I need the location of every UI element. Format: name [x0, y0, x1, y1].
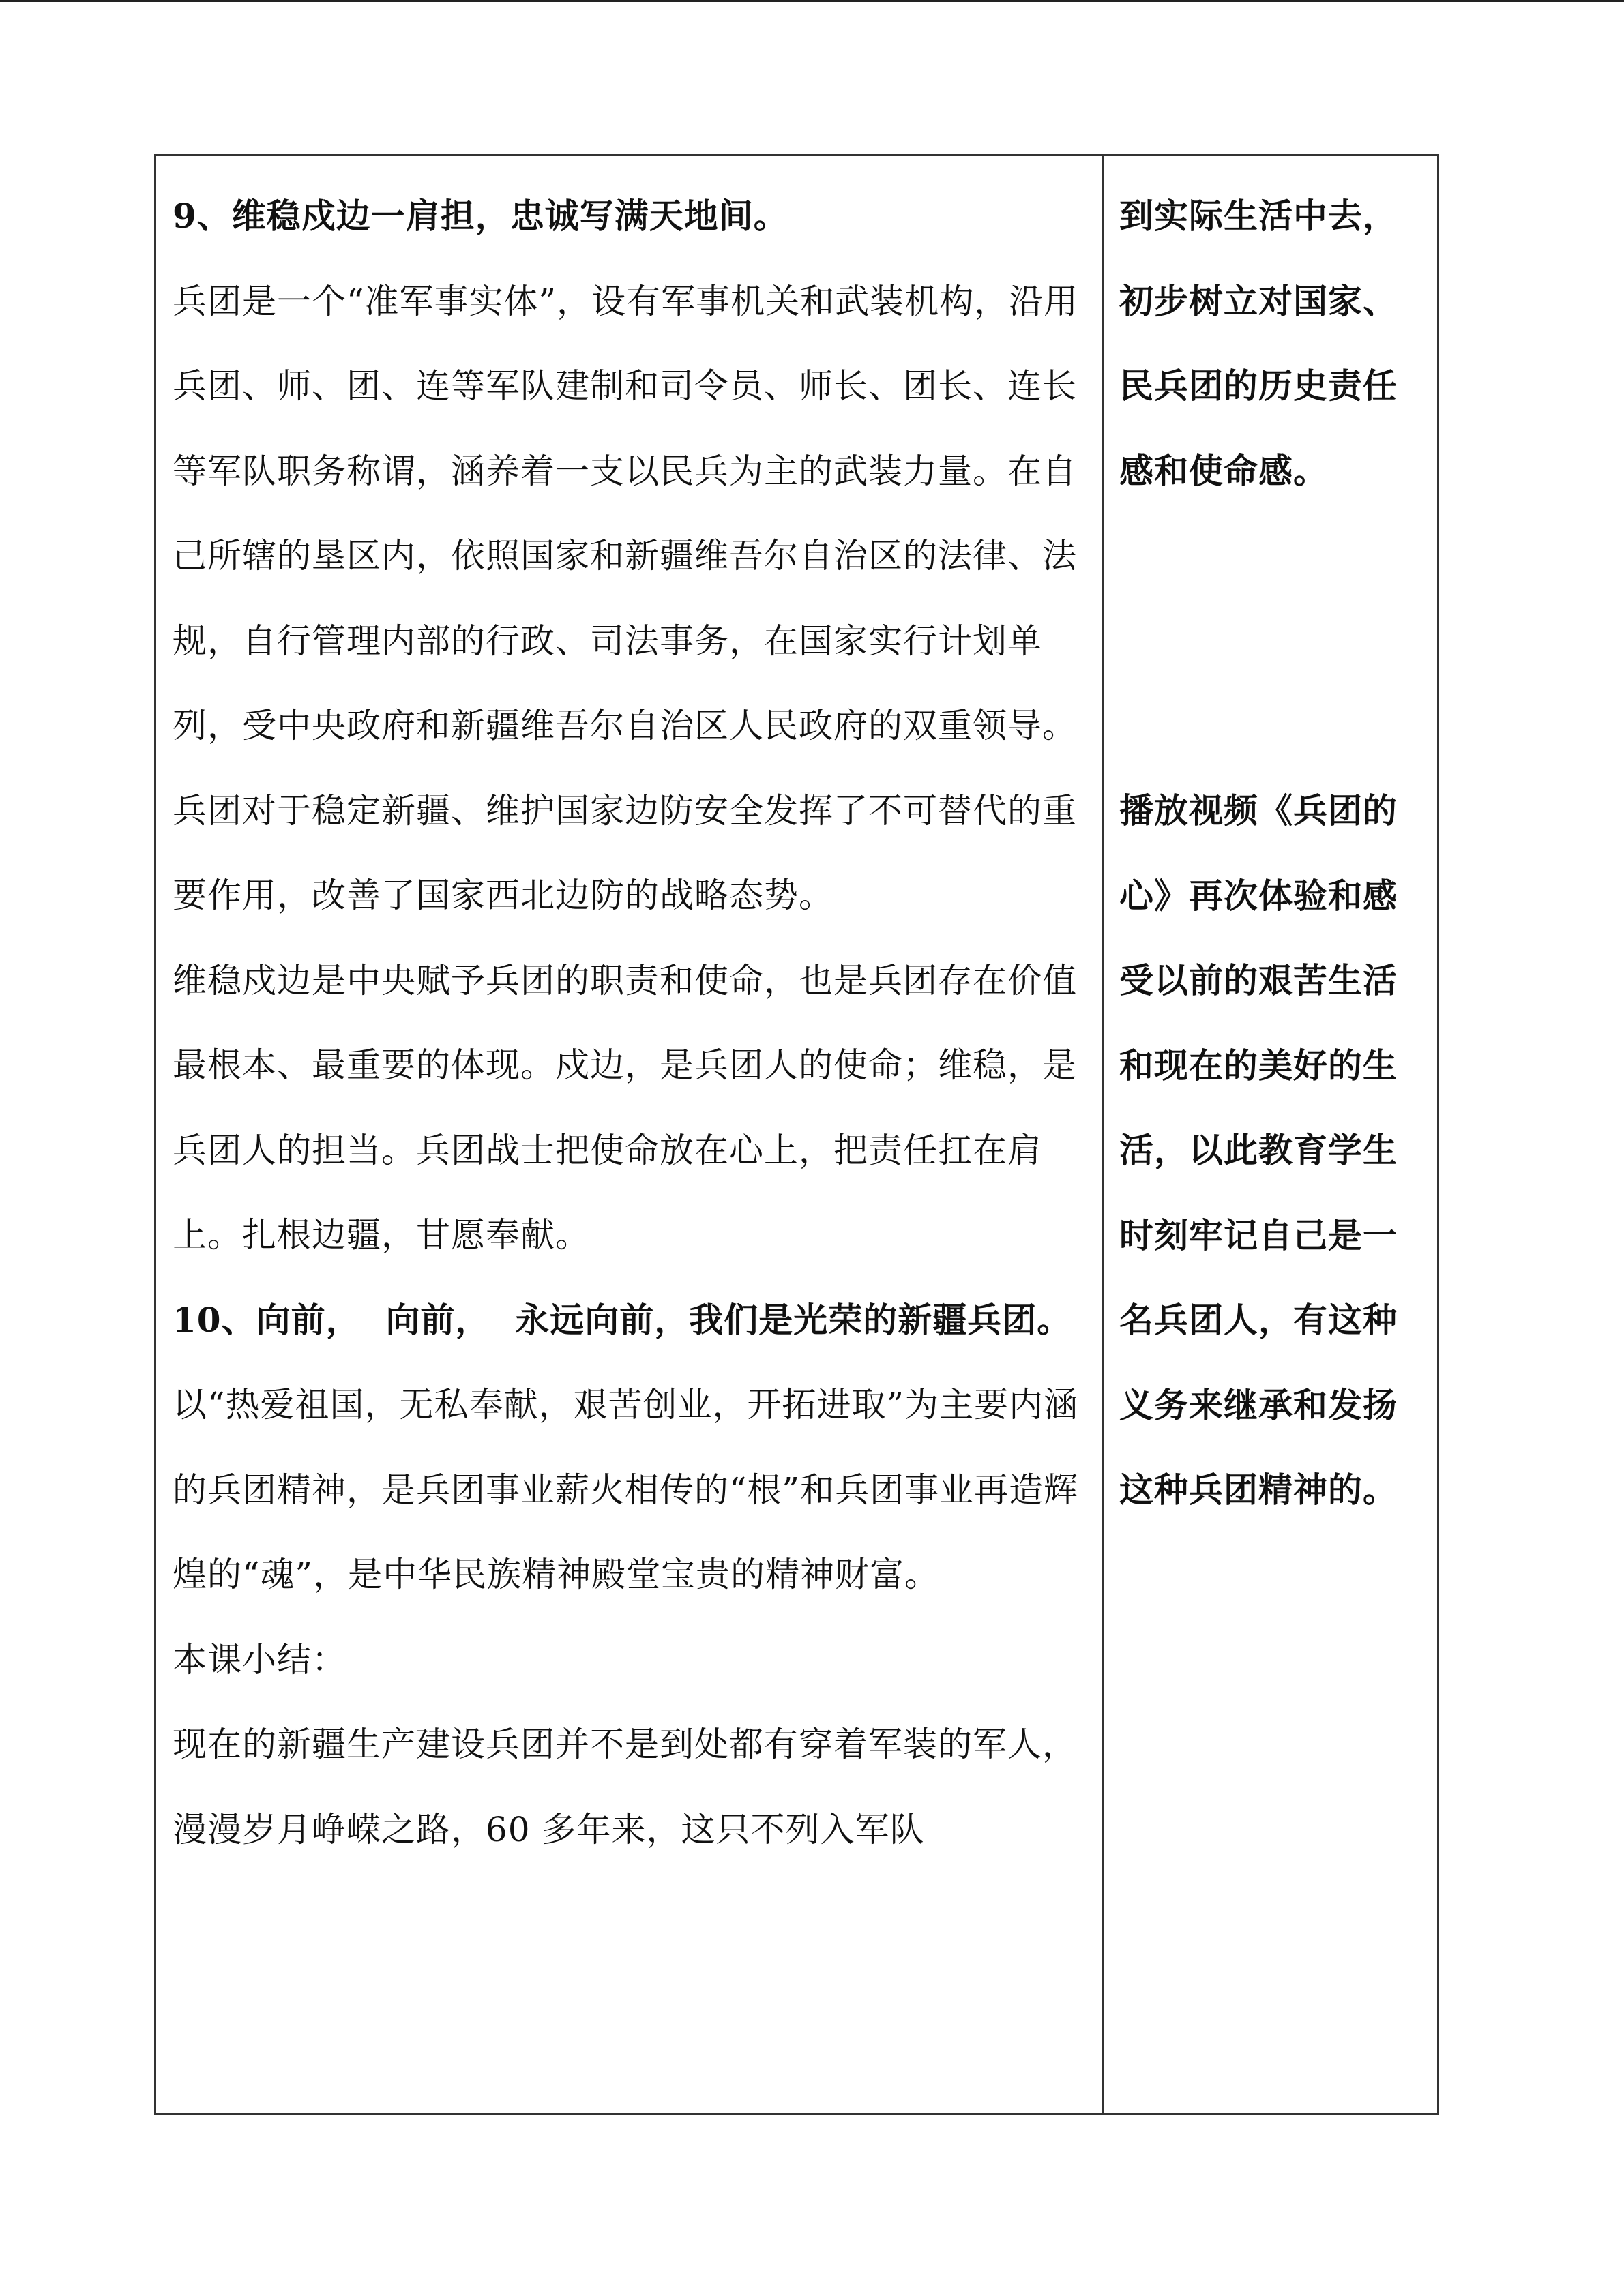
side-note-1: 到实际生活中去，初步树立对国家、民兵团的历史责任感和使命感。	[1119, 196, 1398, 491]
section-10-heading: 10、向前， 向前， 永远向前，我们是光荣的新疆兵团。	[173, 1299, 1072, 1340]
section-9-paragraph-1: 兵团是一个“准军事实体”，设有军事机关和武装机构，沿用兵团、师、团、连等军队建制和司令员、师长、团长、连长等军队职务称谓，涵养着一支以民兵为主的武装力量。在自己所辖的垦区内，依照国家和新疆维吾尔自治区的法律、法规，自行管理内部的行政、司法事务，在国家实行计划单列，受中央政府和新疆维吾尔自治区人民政府的双重领导。兵团对于稳定新疆、维护国家边防安全发挥了不可替代的重要作用，改善了国家西北边防的战略态势。	[173, 281, 1079, 915]
section-9-heading: 9、维稳戍边一肩担，忠诚写满天地间。	[173, 196, 788, 236]
content-column	[156, 156, 1104, 2113]
section-10-paragraph: 以“热爱祖国，无私奉献，艰苦创业，开拓进取”为主要内涵的兵团精神，是兵团事业薪火相传的“根”和兵团事业再造辉煌的“魂”，是中华民族精神殿堂宝贵的精神财富。	[173, 1385, 1079, 1594]
page-top-border	[0, 0, 1624, 2]
section-9-paragraph-2: 维稳戍边是中央赋予兵团的职责和使命，也是兵团存在价值最根本、最重要的体现。戍边，是兵团人的使命；维稳，是兵团人的担当。兵团战士把使命放在心上，把责任扛在肩上。扎根边疆，甘愿奉献。	[173, 960, 1077, 1255]
summary-text: 现在的新疆生产建设兵团并不是到处都有穿着军装的军人，漫漫岁月峥嵘之路，60 多年来，这只不列入军队	[173, 1725, 1077, 1849]
design-intent-column	[1104, 156, 1437, 2113]
side-spacer	[1119, 513, 1425, 769]
lesson-table	[154, 154, 1439, 2115]
side-note-2: 播放视频《兵团的心》再次体验和感受以前的艰苦生活和现在的美好的生活，以此教育学生时刻牢记自己是一名兵团人，有这种义务来继承和发扬这种兵团精神的。	[1119, 790, 1398, 1510]
summary-label: 本课小结：	[173, 1639, 346, 1680]
